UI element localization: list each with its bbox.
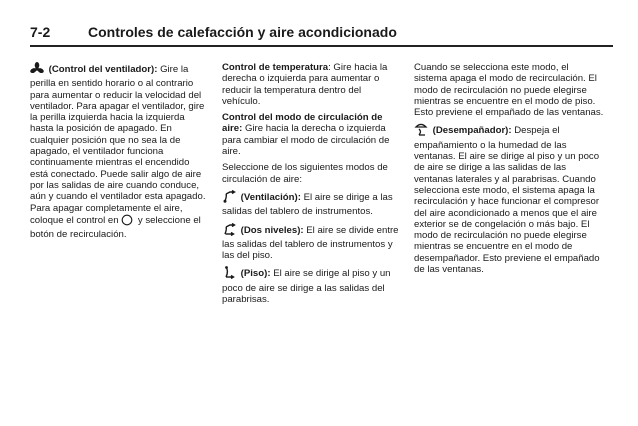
defog-mode-icon <box>414 123 428 139</box>
page-title: Controles de calefacción y aire acondicionado <box>88 24 397 40</box>
header-rule <box>30 45 613 47</box>
vent-mode-paragraph <box>222 190 400 218</box>
air-mode-paragraph <box>222 112 400 157</box>
page-header <box>30 24 613 44</box>
floor-mode-text: El aire se dirige al piso y un poco de aire se dirige a las salidas del parabrisas. <box>222 268 391 306</box>
column-1 <box>30 62 208 245</box>
floor-mode-paragraph <box>222 266 400 305</box>
page-number: 7-2 <box>30 24 51 40</box>
fan-icon <box>30 62 44 78</box>
defog-mode-paragraph <box>414 123 604 275</box>
power-off-icon <box>121 214 133 229</box>
vent-mode-heading: (Ventilación): <box>240 191 301 203</box>
floor-mode-heading: (Piso): <box>240 268 271 280</box>
defog-mode-text: Despeja el empañamiento o la humedad de las ventanas. El aire se dirige al piso y un poco de aire se dirige a las salidas de las ventanas laterales y al parabrisas. Cuando selecciona este modo, el sistema apaga la recirculación y hace funcionar el compresor del aire acondicionado a menos que el aire exterior se de congelación o más bajo. El modo de recirculación no puede elegirse mientras se encuentre en el modo de desempañador. Esto previene el empañado de las ventanas. <box>414 125 600 276</box>
column-3 <box>414 62 604 280</box>
floor-mode-icon <box>222 266 236 282</box>
bi-level-mode-paragraph <box>222 223 400 262</box>
bi-level-mode-text: El aire se divide entre las salidas del tablero de instrumentos y las del piso. <box>222 224 399 262</box>
select-modes-paragraph: Seleccione de los siguientes modos de circulación de aire: <box>222 162 388 185</box>
fan-control-text: Gire la perilla en sentido horario o al contrario para aumentar o reducir la velocidad del ventilador. Para apagar el ventilador, gire la perilla izquierda hacia la izquierda hasta la posición de apagado. En cualquier posición que no sea la de apagado, el ventilador funciona continuamente mientras el encendido está conectado. Puede salir algo de aire por las salidas de aire cuando conduce, aún y cuando el ventilador esta apagado. Para apagar completamente el aire, coloque el control en <box>30 64 206 226</box>
fan-control-text-end: y seleccione el botón de recirculación. <box>30 214 201 241</box>
column-2 <box>222 62 400 310</box>
fan-control-heading: (Control del ventilador): <box>48 64 158 75</box>
floor-mode-note: Cuando se selecciona este modo, el sistema apaga el modo de recirculación. El modo de recirculación no puede elegirse mientras se encuentre en el modo de piso. Esto previene el empañado de las ventanas. <box>414 62 604 119</box>
fan-control-paragraph <box>30 62 208 240</box>
vent-mode-icon <box>222 190 236 206</box>
air-mode-heading: Control del modo de circulación de aire: <box>222 112 383 135</box>
bi-level-mode-icon <box>222 223 236 239</box>
bi-level-mode-heading: (Dos niveles): <box>240 224 304 236</box>
vent-mode-text: El aire se dirige a las salidas del tablero de instrumentos. <box>222 191 393 218</box>
temperature-heading: Control de temperatura <box>222 62 329 73</box>
air-mode-text: Gire hacia la derecha o izquierda para cambiar el modo de circulación de aire. <box>222 123 390 158</box>
defog-mode-heading: (Desempañador): <box>432 125 512 137</box>
temperature-text: : Gire hacia la derecha o izquierda para aumentar o reducir la temperatura dentro del vehículo. <box>222 62 388 107</box>
temperature-paragraph <box>222 62 400 107</box>
